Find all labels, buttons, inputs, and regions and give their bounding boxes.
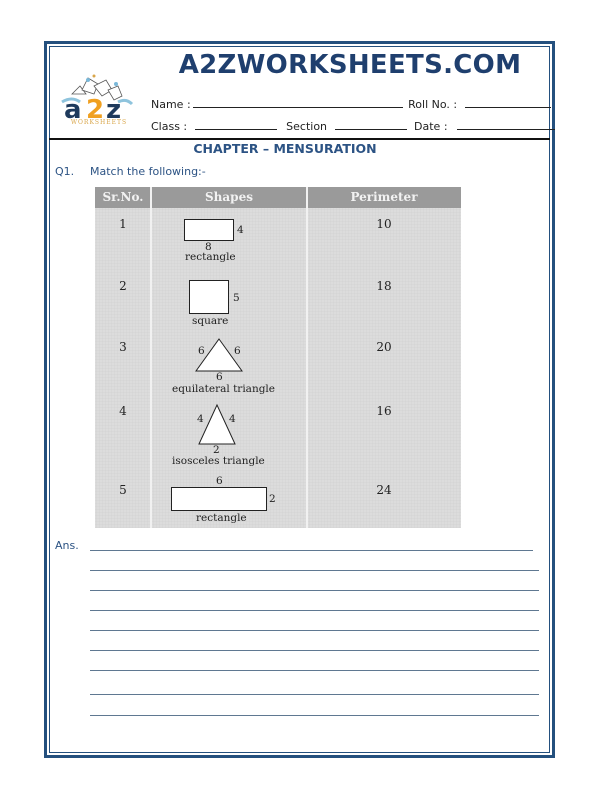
class-field[interactable] (195, 119, 277, 130)
triangle-base-label: 6 (216, 371, 223, 383)
square-shape-icon (189, 280, 229, 314)
rect-width-label: 6 (216, 475, 223, 487)
class-section-date-row (151, 119, 555, 133)
roll-field[interactable] (465, 97, 551, 108)
rectangle-shape-icon (184, 219, 234, 241)
column-header-srno: Sr.No. (102, 190, 144, 204)
section-label: Section (286, 120, 328, 133)
square-side-label: 5 (233, 292, 240, 304)
answer-line[interactable] (90, 550, 533, 551)
question-text: Match the following:- (90, 165, 206, 178)
answer-label: Ans. (55, 539, 79, 552)
svg-text:2: 2 (86, 95, 105, 125)
column-divider (150, 187, 152, 528)
sr-number: 3 (119, 340, 127, 354)
sr-number: 4 (119, 404, 127, 418)
sr-number: 5 (119, 483, 127, 497)
shape-name: rectangle (196, 512, 247, 524)
shape-name: isosceles triangle (172, 455, 265, 467)
column-divider (306, 187, 308, 528)
roll-label: Roll No. : (408, 98, 458, 111)
triangle-right-label: 6 (234, 345, 241, 357)
date-label: Date : (414, 120, 448, 133)
rect-height-label: 2 (269, 493, 276, 505)
match-table (95, 187, 461, 528)
logo-wordmark: WORKSHEETS (70, 119, 128, 126)
shape-name: rectangle (185, 251, 236, 263)
site-title: A2ZWORKSHEETS.COM (178, 50, 522, 80)
shape-name: square (192, 315, 229, 327)
section-field[interactable] (335, 119, 407, 130)
sr-number: 2 (119, 279, 127, 293)
answer-line[interactable] (90, 715, 539, 716)
perimeter-value: 16 (376, 404, 392, 418)
answer-line[interactable] (90, 570, 539, 571)
answer-line[interactable] (90, 590, 539, 591)
answer-line[interactable] (90, 694, 539, 695)
triangle-right-label: 4 (229, 413, 236, 425)
svg-text:z: z (106, 95, 122, 125)
sr-number: 1 (119, 217, 127, 231)
name-label: Name : (151, 98, 191, 111)
perimeter-value: 18 (376, 279, 392, 293)
answer-line[interactable] (90, 610, 539, 611)
name-roll-row (151, 97, 551, 111)
perimeter-value: 10 (376, 217, 392, 231)
perimeter-value: 24 (376, 483, 392, 497)
question-number: Q1. (55, 165, 75, 178)
column-header-perimeter: Perimeter (350, 190, 418, 204)
rectangle-shape-icon (171, 487, 267, 511)
class-label: Class : (151, 120, 188, 133)
answer-line[interactable] (90, 650, 539, 651)
chapter-title: CHAPTER – MENSURATION (193, 141, 377, 156)
rect-height-label: 4 (237, 224, 244, 236)
shape-name: equilateral triangle (172, 383, 275, 395)
answer-line[interactable] (90, 670, 539, 671)
answer-line[interactable] (90, 630, 539, 631)
perimeter-value: 20 (376, 340, 392, 354)
header-divider (49, 138, 550, 140)
rect-width-label: 8 (205, 241, 212, 253)
date-field[interactable] (457, 119, 555, 130)
svg-text:a: a (64, 95, 82, 125)
triangle-base-label: 2 (213, 444, 220, 456)
triangle-left-label: 4 (197, 413, 204, 425)
triangle-left-label: 6 (198, 345, 205, 357)
column-header-shapes: Shapes (205, 190, 253, 204)
name-field[interactable] (193, 97, 403, 108)
